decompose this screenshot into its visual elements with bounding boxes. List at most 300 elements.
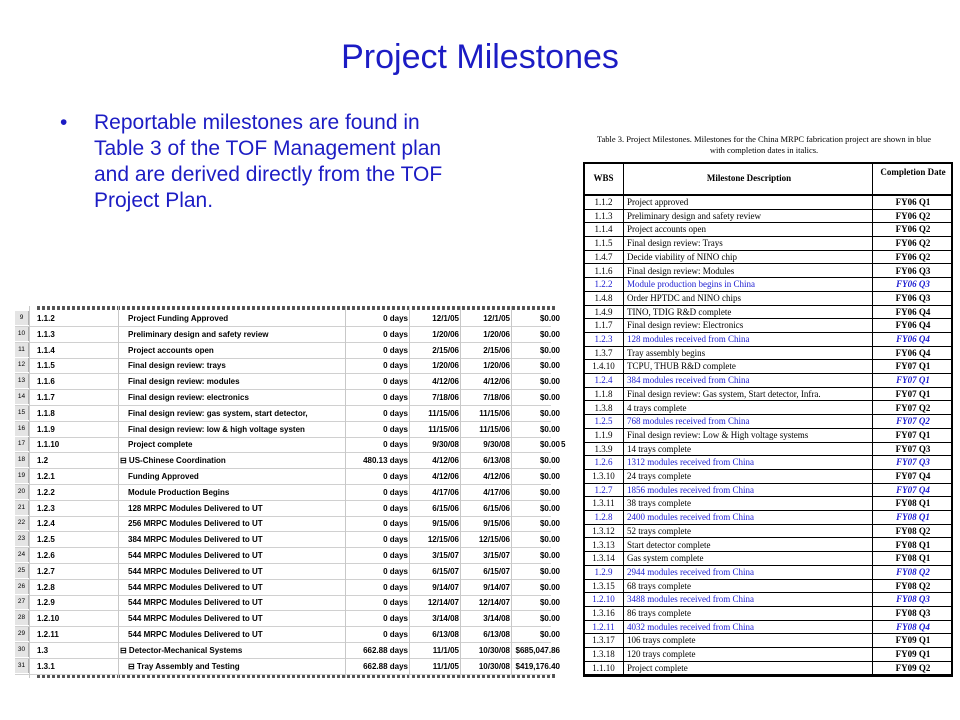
plan-cell-finish: 6/13/08 (483, 630, 510, 639)
plan-row (15, 453, 560, 469)
plan-col-divider (511, 306, 512, 678)
plan-cell-wbs: 1.1.7 (37, 393, 55, 402)
partial-row-bottom (37, 674, 557, 678)
milestone-row (585, 210, 951, 224)
plan-cell-name: 544 MRPC Modules Delivered to UT (128, 598, 263, 608)
milestone-cell-date: FY08 Q2 (895, 525, 931, 536)
milestone-row (585, 525, 951, 539)
milestone-row (585, 360, 951, 374)
plan-cell-start: 11/15/06 (428, 408, 459, 418)
milestone-cell-wbs: 1.1.7 (594, 320, 613, 331)
plan-cell-id: 20 (15, 485, 29, 499)
plan-cell-id: 16 (15, 422, 29, 436)
plan-cell-wbs: 1.1.8 (37, 408, 55, 418)
plan-cell-wbs: 1.3 (37, 645, 49, 655)
milestone-cell-desc: Final design review: Trays (627, 238, 723, 249)
plan-cell-cost: $0.00 (539, 377, 560, 387)
milestone-cell-date: FY06 Q2 (895, 251, 931, 262)
milestone-cell-wbs: 1.2.8 (594, 512, 613, 523)
header-completion-date: Completion Date (880, 167, 946, 177)
milestone-row (585, 196, 951, 210)
plan-row (15, 595, 560, 611)
plan-row (15, 485, 560, 501)
plan-cell-start: 4/12/06 (432, 456, 459, 466)
plan-cell-id: 10 (15, 327, 29, 341)
plan-cell-finish: 4/17/06 (483, 487, 510, 497)
plan-cell-name: ⊟ Detector-Mechanical Systems (120, 645, 243, 655)
milestone-cell-date: FY08 Q1 (896, 512, 930, 523)
plan-tick-mark: 5 (561, 440, 566, 450)
bullet-text: Reportable milestones are found in Table 3 of the TOF Management plan and are derived directly from the TOF Project Plan. (94, 111, 443, 212)
milestone-cell-wbs: 1.3.14 (592, 553, 615, 564)
milestone-row (585, 484, 951, 498)
plan-cell-cost: $0.00 (539, 582, 560, 592)
plan-cell-wbs: 1.2.3 (37, 503, 55, 513)
plan-cell-cost: $0.00 (539, 503, 560, 513)
plan-cell-id: 11 (15, 343, 29, 357)
plan-cell-dur: 0 days (383, 582, 408, 592)
bullet-point (60, 110, 455, 214)
plan-row (15, 374, 560, 390)
plan-cell-finish: 3/14/08 (483, 614, 510, 624)
plan-cell-start: 4/17/06 (432, 487, 459, 497)
plan-cell-cost: $0.00 (539, 487, 560, 497)
milestone-cell-wbs: 1.3.15 (592, 580, 615, 591)
milestone-row (585, 374, 951, 388)
plan-cell-name: 544 MRPC Modules Delivered to UT (128, 551, 263, 560)
plan-cell-dur: 0 days (383, 424, 408, 434)
milestone-cell-date: FY06 Q2 (895, 224, 931, 235)
milestone-cell-date: FY07 Q2 (895, 402, 931, 413)
plan-row (15, 627, 560, 643)
plan-cell-id: 27 (15, 595, 29, 609)
milestone-row (585, 648, 951, 662)
plan-cell-wbs: 1.2.5 (37, 535, 55, 545)
plan-row (15, 422, 560, 438)
plan-cell-start: 12/14/07 (427, 598, 459, 608)
milestone-table-header (585, 164, 951, 196)
milestone-cell-date: FY06 Q4 (896, 334, 930, 344)
milestone-cell-wbs: 1.3.7 (594, 347, 613, 358)
milestone-cell-wbs: 1.1.6 (594, 265, 613, 276)
plan-cell-dur: 0 days (383, 519, 408, 529)
plan-cell-id: 25 (15, 564, 29, 578)
plan-cell-dur: 0 days (383, 440, 408, 450)
milestone-cell-wbs: 1.2.2 (594, 279, 613, 290)
milestone-cell-desc: Final design review: Electronics (627, 320, 744, 331)
milestone-cell-desc: Preliminary design and safety review (627, 210, 761, 221)
milestone-cell-date: FY07 Q3 (895, 443, 931, 454)
milestone-cell-desc: 24 trays complete (627, 471, 691, 481)
plan-cell-wbs: 1.2.10 (37, 614, 60, 624)
milestone-cell-wbs: 1.2.9 (594, 566, 613, 577)
plan-cell-start: 12/1/05 (432, 314, 459, 323)
plan-col-divider (118, 306, 119, 678)
milestone-cell-desc: 106 trays complete (627, 635, 696, 646)
plan-cell-start: 9/15/06 (432, 519, 459, 529)
milestone-cell-desc: Tray assembly begins (627, 347, 706, 358)
milestone-cell-desc: 1312 modules received from China (627, 457, 754, 468)
milestone-cell-wbs: 1.2.5 (594, 416, 613, 427)
plan-row (15, 501, 560, 517)
plan-cell-finish: 7/18/06 (483, 393, 510, 402)
plan-cell-cost: $0.00 (539, 472, 560, 481)
plan-cell-id: 9 (15, 311, 29, 325)
plan-row (15, 564, 560, 580)
milestone-cell-wbs: 1.4.8 (594, 292, 613, 303)
milestone-row (585, 621, 951, 635)
milestone-cell-wbs: 1.1.8 (594, 388, 613, 399)
milestone-row (585, 580, 951, 594)
partial-row-top-text (37, 306, 38, 307)
plan-row (15, 643, 560, 659)
plan-cell-finish: 3/15/07 (483, 551, 510, 560)
plan-cell-wbs: 1.1.6 (37, 377, 55, 387)
plan-cell-id: 31 (15, 659, 29, 673)
milestone-row (585, 237, 951, 251)
plan-cell-start: 3/14/08 (432, 614, 459, 624)
milestone-cell-desc: TINO, TDIG R&D complete (627, 306, 732, 317)
table3-caption: Table 3. Project Milestones. Milestones for the China MRPC fabrication project are shown in blue with completion dates in italics. (596, 134, 932, 155)
plan-cell-name: Final design review: gas system, start detector, (128, 408, 308, 418)
milestone-cell-date: FY08 Q2 (896, 566, 930, 577)
milestone-cell-wbs: 1.3.8 (594, 402, 613, 413)
plan-cell-dur: 0 days (383, 361, 408, 371)
plan-row (15, 358, 560, 374)
plan-cell-start: 11/15/06 (428, 424, 459, 434)
milestone-cell-date: FY08 Q3 (895, 608, 931, 618)
milestone-table (583, 162, 953, 677)
milestone-cell-date: FY06 Q3 (895, 265, 931, 276)
milestone-cell-date: FY08 Q2 (895, 580, 931, 591)
plan-col-divider (409, 306, 410, 678)
plan-row (15, 548, 560, 564)
milestone-row (585, 662, 951, 676)
plan-cell-finish: 4/12/06 (483, 377, 510, 387)
milestone-row (585, 223, 951, 237)
milestone-cell-wbs: 1.2.10 (592, 594, 615, 605)
milestone-row (585, 251, 951, 265)
milestone-cell-date: FY08 Q1 (895, 539, 931, 550)
milestone-cell-desc: 1856 modules received from China (627, 484, 754, 495)
milestone-cell-wbs: 1.1.9 (594, 429, 613, 440)
milestone-cell-wbs: 1.2.4 (594, 375, 613, 386)
plan-cell-id: 30 (15, 643, 29, 657)
milestone-cell-wbs: 1.1.2 (594, 197, 613, 207)
plan-cell-dur: 0 days (383, 630, 408, 639)
plan-cell-cost: $0.00 (539, 598, 560, 608)
plan-cell-wbs: 1.2.6 (37, 551, 55, 560)
plan-cell-finish: 9/30/08 (483, 440, 510, 450)
milestone-row (585, 607, 951, 621)
plan-cell-finish: 11/15/06 (479, 424, 510, 434)
plan-cell-start: 9/30/08 (432, 440, 459, 450)
plan-cell-finish: 4/12/06 (483, 472, 510, 481)
plan-cell-dur: 0 days (383, 551, 408, 560)
plan-cell-finish: 6/13/08 (483, 456, 510, 466)
plan-cell-dur: 0 days (383, 472, 408, 481)
milestone-cell-wbs: 1.3.13 (592, 539, 615, 550)
plan-cell-start: 12/15/06 (427, 535, 459, 545)
milestone-cell-desc: Project complete (627, 662, 688, 673)
milestone-cell-date: FY09 Q1 (895, 649, 931, 660)
milestone-cell-wbs: 1.4.10 (592, 361, 615, 372)
plan-cell-cost: $0.00 (539, 393, 560, 402)
plan-cell-wbs: 1.2.4 (37, 519, 55, 529)
milestone-cell-desc: Project approved (627, 197, 689, 207)
milestone-cell-date: FY08 Q4 (896, 621, 930, 632)
milestone-cell-desc: 2400 modules received from China (627, 512, 754, 523)
milestone-row (585, 265, 951, 279)
plan-cell-cost: $0.00 (539, 551, 560, 560)
milestone-cell-date: FY06 Q3 (896, 279, 930, 290)
plan-col-divider (345, 306, 346, 678)
plan-cell-finish: 12/1/05 (483, 314, 510, 323)
milestone-cell-wbs: 1.3.10 (592, 471, 615, 481)
partial-row-top (37, 306, 557, 310)
plan-cell-start: 1/20/06 (432, 329, 459, 339)
milestone-row (585, 388, 951, 402)
plan-cell-dur: 480.13 days (363, 456, 408, 466)
plan-cell-id: 15 (15, 406, 29, 420)
milestone-row (585, 456, 951, 470)
plan-cell-wbs: 1.2 (37, 456, 49, 466)
header-description: Milestone Description (706, 173, 792, 183)
milestone-row (585, 333, 951, 347)
plan-cell-wbs: 1.2.7 (37, 566, 55, 576)
slide-title: Project Milestones (341, 38, 619, 76)
milestone-cell-desc: 4032 modules received from China (627, 621, 754, 632)
plan-cell-cost: $0.00 (539, 424, 560, 434)
milestone-cell-wbs: 1.1.10 (592, 662, 615, 673)
milestone-cell-wbs: 1.3.16 (592, 608, 615, 618)
plan-cell-start: 11/1/05 (432, 661, 459, 671)
bullet-dot: • (60, 111, 68, 134)
plan-cell-name: 384 MRPC Modules Delivered to UT (128, 535, 263, 545)
milestone-cell-desc: 768 modules received from China (627, 416, 750, 427)
plan-row (15, 659, 560, 675)
plan-cell-dur: 662.88 days (363, 645, 408, 655)
plan-cell-name: Project Funding Approved (128, 314, 229, 323)
plan-cell-start: 3/15/07 (432, 551, 459, 560)
milestone-cell-date: FY06 Q1 (895, 197, 931, 207)
milestone-cell-desc: 4 trays complete (627, 402, 687, 413)
plan-cell-name: Project complete (128, 440, 193, 450)
plan-cell-name: ⊟ US-Chinese Coordination (120, 456, 226, 466)
milestone-cell-wbs: 1.3.12 (592, 525, 615, 536)
plan-cell-finish: 11/15/06 (479, 408, 510, 418)
plan-cell-start: 1/20/06 (432, 361, 459, 371)
milestone-cell-date: FY07 Q4 (896, 484, 930, 495)
milestone-cell-date: FY07 Q3 (896, 457, 930, 468)
plan-cell-wbs: 1.1.4 (37, 345, 55, 355)
plan-cell-finish: 12/15/06 (478, 535, 510, 545)
milestone-cell-date: FY07 Q1 (896, 375, 930, 386)
plan-cell-dur: 0 days (383, 598, 408, 608)
plan-cell-finish: 1/20/06 (483, 361, 510, 371)
plan-cell-name: Preliminary design and safety review (128, 329, 269, 339)
milestone-cell-desc: 128 modules received from China (627, 334, 750, 344)
plan-cell-name: Project accounts open (128, 345, 214, 355)
plan-cell-cost: $0.00 (539, 535, 560, 545)
plan-cell-start: 7/18/06 (432, 393, 459, 402)
milestone-cell-date: FY08 Q3 (896, 594, 930, 605)
milestone-cell-wbs: 1.2.3 (594, 334, 613, 344)
milestone-cell-date: FY06 Q4 (895, 347, 931, 358)
plan-cell-dur: 0 days (383, 314, 408, 323)
plan-row (15, 611, 560, 627)
plan-row (15, 343, 560, 359)
plan-row (15, 516, 560, 532)
milestone-row (585, 552, 951, 566)
milestone-cell-wbs: 1.3.11 (592, 498, 615, 509)
plan-cell-wbs: 1.2.1 (37, 472, 55, 481)
milestone-row (585, 278, 951, 292)
milestone-row (585, 566, 951, 580)
plan-cell-cost: $0.00 (539, 456, 560, 466)
plan-cell-name: 128 MRPC Modules Delivered to UT (128, 503, 263, 513)
plan-row (15, 311, 560, 327)
milestone-row (585, 443, 951, 457)
milestone-cell-desc: Module production begins in China (627, 279, 755, 290)
milestone-cell-date: FY08 Q1 (895, 498, 931, 509)
milestone-row (585, 306, 951, 320)
milestone-cell-desc: Decide viability of NINO chip (627, 251, 737, 262)
plan-cell-dur: 0 days (383, 487, 408, 497)
milestone-row (585, 539, 951, 553)
plan-cell-id: 26 (15, 580, 29, 594)
plan-row (15, 532, 560, 548)
plan-cell-wbs: 1.2.2 (37, 487, 55, 497)
plan-cell-name: 544 MRPC Modules Delivered to UT (128, 566, 263, 576)
milestone-cell-date: FY08 Q1 (895, 553, 931, 564)
milestone-cell-wbs: 1.2.11 (592, 621, 615, 632)
plan-cell-id: 18 (15, 453, 29, 467)
milestone-row (585, 347, 951, 361)
milestone-cell-desc: 86 trays complete (627, 608, 691, 618)
plan-cell-name: Final design review: electronics (128, 393, 249, 402)
plan-cell-finish: 10/30/08 (478, 661, 510, 671)
milestone-cell-desc: TCPU, THUB R&D complete (627, 361, 736, 372)
milestone-cell-desc: Final design review: Low & High voltage systems (627, 429, 809, 440)
plan-cell-name: Final design review: low & high voltage systen (128, 424, 305, 434)
plan-cell-start: 2/15/06 (432, 345, 459, 355)
milestone-cell-date: FY06 Q3 (895, 292, 931, 303)
milestone-cell-date: FY07 Q1 (895, 361, 931, 372)
milestone-cell-desc: Project accounts open (627, 224, 706, 235)
milestone-cell-desc: 2944 modules received from China (627, 566, 754, 577)
plan-cell-wbs: 1.1.5 (37, 361, 55, 371)
milestone-cell-desc: 120 trays complete (627, 649, 696, 660)
milestone-cell-wbs: 1.3.9 (594, 443, 613, 454)
plan-cell-id: 17 (15, 437, 29, 451)
milestone-row (585, 634, 951, 648)
milestone-row (585, 429, 951, 443)
plan-cell-finish: 9/14/07 (483, 582, 510, 592)
plan-cell-id: 28 (15, 611, 29, 625)
project-plan-excerpt (15, 306, 566, 678)
plan-cell-start: 4/12/06 (432, 472, 459, 481)
plan-cell-name: Funding Approved (128, 472, 199, 481)
milestone-cell-wbs: 1.4.7 (594, 251, 613, 262)
milestone-cell-date: FY07 Q4 (895, 471, 931, 481)
plan-cell-dur: 662.88 days (363, 661, 408, 671)
milestone-cell-wbs: 1.1.5 (594, 238, 613, 249)
plan-cell-cost: $0.00 (539, 614, 560, 624)
milestone-row (585, 511, 951, 525)
milestone-cell-desc: 384 modules received from China (627, 375, 750, 386)
milestone-cell-desc: 38 trays complete (627, 498, 691, 509)
plan-cell-dur: 0 days (383, 535, 408, 545)
plan-cell-name: 256 MRPC Modules Delivered to UT (128, 519, 263, 529)
plan-cell-finish: 10/30/08 (478, 645, 510, 655)
plan-cell-cost: $0.00 (539, 314, 560, 323)
plan-cell-wbs: 1.1.10 (37, 440, 60, 450)
plan-cell-finish: 12/14/07 (478, 598, 510, 608)
plan-cell-name: Final design review: modules (128, 377, 240, 387)
plan-cell-id: 29 (15, 627, 29, 641)
milestone-cell-wbs: 1.2.6 (594, 457, 613, 468)
plan-cell-id: 24 (15, 548, 29, 562)
plan-cell-cost: $0.00 (539, 566, 560, 576)
plan-cell-wbs: 1.2.9 (37, 598, 55, 608)
milestone-row (585, 319, 951, 333)
plan-cell-id: 21 (15, 501, 29, 515)
plan-cell-id: 12 (15, 358, 29, 372)
milestone-cell-desc: Order HPTDC and NINO chips (627, 292, 741, 303)
plan-cell-wbs: 1.2.11 (37, 630, 59, 639)
milestone-cell-date: FY06 Q4 (895, 320, 931, 331)
plan-cell-dur: 0 days (383, 566, 408, 576)
milestone-cell-date: FY09 Q2 (895, 662, 931, 673)
plan-cell-cost: $0.00 (539, 408, 560, 418)
plan-col-divider (29, 306, 30, 678)
plan-cell-id: 13 (15, 374, 29, 388)
plan-cell-finish: 6/15/06 (483, 503, 510, 513)
milestone-row (585, 415, 951, 429)
plan-cell-dur: 0 days (383, 377, 408, 387)
milestone-cell-wbs: 1.1.4 (594, 224, 613, 235)
plan-cell-name: 544 MRPC Modules Delivered to UT (128, 614, 263, 624)
milestone-cell-wbs: 1.1.3 (594, 210, 613, 221)
milestone-cell-desc: 68 trays complete (627, 580, 691, 591)
milestone-cell-wbs: 1.4.9 (594, 306, 613, 317)
milestone-row (585, 593, 951, 607)
milestone-cell-desc: Final design review: Modules (627, 265, 735, 276)
plan-cell-wbs: 1.3.1 (37, 661, 55, 671)
plan-cell-start: 4/12/06 (432, 377, 459, 387)
plan-cell-name: 544 MRPC Modules Delivered to UT (128, 582, 263, 592)
plan-cell-dur: 0 days (383, 345, 408, 355)
plan-cell-id: 22 (15, 516, 29, 530)
milestone-row (585, 497, 951, 511)
milestone-cell-date: FY07 Q1 (895, 429, 931, 440)
plan-cell-wbs: 1.1.9 (37, 424, 55, 434)
plan-cell-cost: $0.00 (539, 361, 560, 371)
plan-cell-start: 9/14/07 (432, 582, 459, 592)
plan-row (15, 437, 560, 453)
milestone-cell-date: FY07 Q2 (896, 416, 930, 427)
plan-cell-dur: 0 days (383, 393, 408, 402)
plan-cell-name: Final design review: trays (128, 361, 226, 371)
plan-cell-name: ⊟ Tray Assembly and Testing (128, 661, 240, 671)
plan-cell-start: 6/15/06 (432, 503, 459, 513)
milestone-row (585, 402, 951, 416)
plan-cell-cost: $419,176.40 (515, 661, 560, 671)
plan-cell-cost: $0.00 (539, 329, 560, 339)
plan-row (15, 390, 560, 406)
plan-cell-id: 19 (15, 469, 29, 483)
